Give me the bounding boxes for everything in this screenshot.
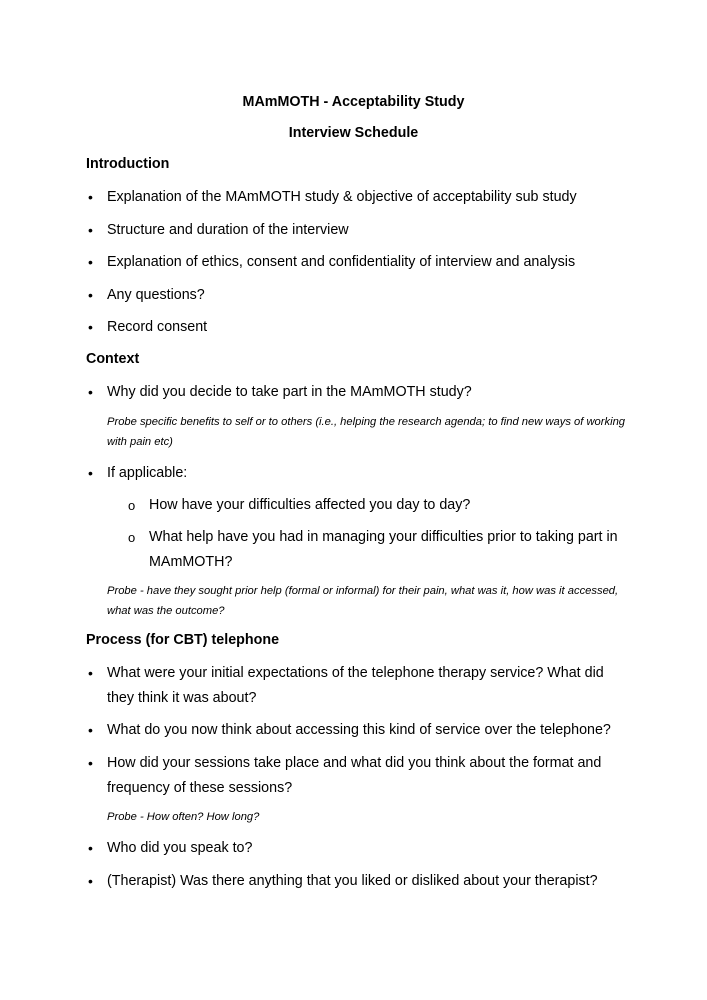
list-item — [86, 751, 626, 801]
bullet-icon: • — [88, 189, 93, 205]
sub-list-item — [128, 493, 628, 518]
list-item-text: Record consent — [107, 319, 208, 335]
list-item-text: Explanation of the MAmMOTH study & objective of acceptability sub study — [107, 189, 577, 205]
list-item-text: How did your sessions take place and what did you think about the format and frequency of these sessions? — [107, 755, 602, 796]
bullet-icon: • — [88, 665, 93, 681]
section-heading-process: Process (for CBT) telephone — [86, 632, 280, 648]
list-item — [86, 380, 626, 405]
list-item-text: (Therapist) Was there anything that you liked or disliked about your therapist? — [107, 873, 598, 889]
document-subtitle: Interview Schedule — [288, 125, 419, 141]
bullet-icon: • — [88, 873, 93, 889]
list-item-text: Any questions? — [107, 287, 205, 303]
probe-note: Probe specific benefits to self or to others (i.e., helping the research agenda; to find new ways of working with pain etc) — [107, 416, 626, 448]
list-item-text: Structure and duration of the interview — [107, 222, 349, 238]
list-item — [86, 661, 626, 711]
bullet-icon: • — [88, 465, 93, 481]
list-item-text: If applicable: — [107, 465, 188, 481]
list-item — [86, 185, 626, 210]
list-item — [86, 283, 626, 308]
bullet-icon: • — [88, 254, 93, 270]
bullet-icon: • — [88, 840, 93, 856]
probe-note: Probe - How often? How long? — [107, 811, 260, 823]
list-item — [86, 836, 626, 861]
list-item-text: Who did you speak to? — [107, 840, 253, 856]
sub-list-item — [128, 525, 628, 575]
section-heading-context: Context — [86, 351, 140, 367]
list-item-text: Why did you decide to take part in the MAmMOTH study? — [107, 384, 472, 400]
list-item — [86, 250, 626, 275]
sub-list-item-text: How have your difficulties affected you day to day? — [149, 497, 471, 513]
sub-bullet-icon: o — [128, 498, 136, 513]
list-item — [86, 218, 626, 243]
bullet-icon: • — [88, 222, 93, 238]
bullet-icon: • — [88, 384, 93, 400]
list-item — [86, 461, 626, 486]
document-title: MAmMOTH - Acceptability Study — [242, 94, 465, 110]
bullet-icon: • — [88, 755, 93, 771]
sub-list-item-text: What help have you had in managing your difficulties prior to taking part in MAmMOTH? — [149, 529, 618, 570]
list-item-text: What do you now think about accessing this kind of service over the telephone? — [107, 722, 611, 738]
bullet-icon: • — [88, 722, 93, 738]
list-item-text: What were your initial expectations of the telephone therapy service? What did they think it was about? — [107, 665, 604, 706]
bullet-icon: • — [88, 319, 93, 335]
probe-note: Probe - have they sought prior help (formal or informal) for their pain, what was it, how was it accessed, what was the outcome? — [107, 585, 619, 617]
list-item — [86, 315, 626, 340]
section-heading-introduction: Introduction — [86, 156, 170, 172]
bullet-icon: • — [88, 287, 93, 303]
list-item — [86, 718, 626, 743]
list-item — [86, 869, 626, 894]
sub-bullet-icon: o — [128, 530, 136, 545]
list-item-text: Explanation of ethics, consent and confidentiality of interview and analysis — [107, 254, 576, 270]
